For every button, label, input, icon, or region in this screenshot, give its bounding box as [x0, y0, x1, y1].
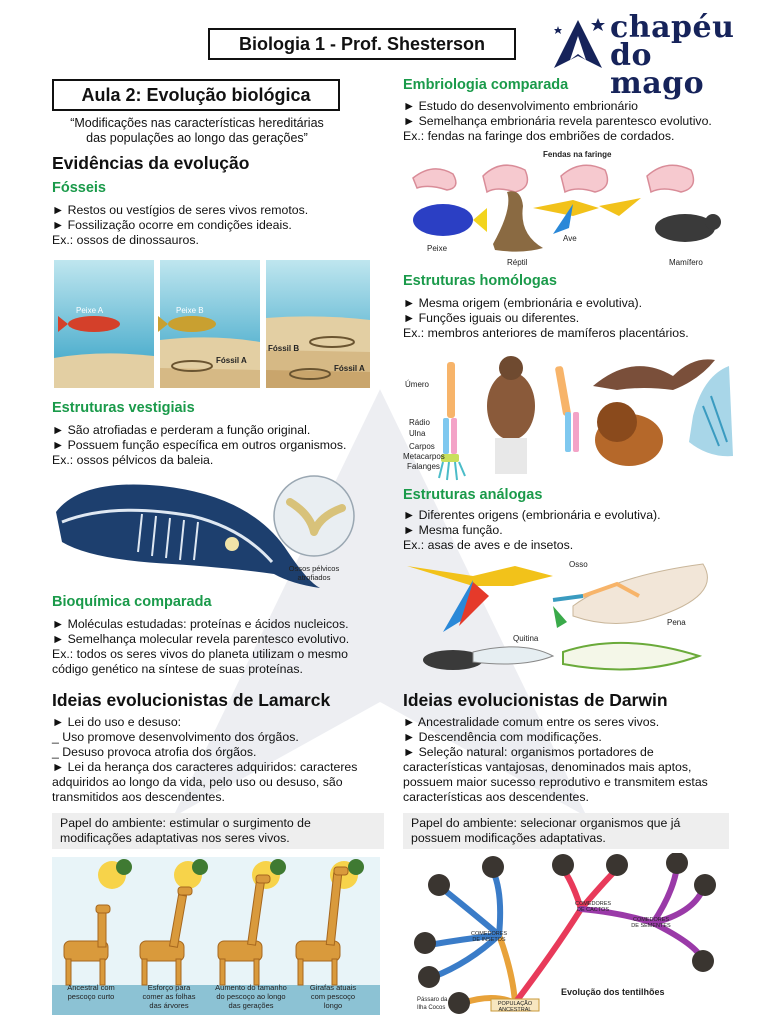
- text-line: ► Lei do uso e desuso:: [52, 715, 182, 729]
- homologous-illustration: [403, 346, 739, 482]
- text-line: ► Fossilização ocorre em condições ideais.: [52, 218, 292, 232]
- text-line: Ex.: membros anteriores de mamíferos placentários.: [403, 326, 689, 340]
- lesson-quote: [52, 116, 342, 146]
- darwin-text: [403, 715, 708, 805]
- logo-line-1: chapéu: [610, 10, 735, 45]
- lamarck-heading: Ideias evolucionistas de Lamarck: [52, 690, 331, 710]
- text-line: Ex.: ossos pélvicos da baleia.: [52, 453, 214, 467]
- giraffe-caption: [54, 983, 128, 1001]
- logo-line-2: do mago: [610, 38, 705, 101]
- fossil-label: Fóssil A: [216, 356, 247, 365]
- text-line: ► Mesma origem (embrionária e evolutiva).: [403, 296, 643, 310]
- bone-label: Falanges: [407, 462, 440, 471]
- text-line: Ex.: todos os seres vivos do planeta utilizam o mesmo: [52, 647, 348, 661]
- text-line: ► Ancestralidade comum entre os seres vivos.: [403, 715, 660, 729]
- text-line: modificações adaptativas nos seres vivos.: [60, 831, 290, 845]
- text-line: transmitidos aos descendentes.: [52, 790, 225, 804]
- quote-line: “Modificações nas características hereditárias: [70, 116, 324, 130]
- finch-group-label: COMEDORES DE INSETOS: [470, 931, 508, 943]
- text-line: ► São atrofiadas e perderam a função original.: [52, 423, 311, 437]
- page-title: Biologia 1 - Prof. Shesterson: [208, 28, 516, 60]
- finch-group-label: COMEDORES DE SEMENTES: [631, 917, 671, 929]
- bone-label: Ulna: [409, 429, 426, 438]
- giraffe-caption: [296, 983, 370, 1010]
- lesson-title: Aula 2: Evolução biológica: [52, 79, 340, 111]
- bone-label: Rádio: [409, 418, 430, 427]
- bone-label: Carpos: [409, 442, 435, 451]
- giraffe-caption: [208, 983, 294, 1010]
- logo: [548, 10, 748, 101]
- finch-island-label: Pássaro da: [417, 997, 448, 1003]
- text-line: ► Mesma função.: [403, 523, 503, 537]
- embryo-label: Ave: [563, 234, 577, 243]
- bone-label: Metacarpos: [403, 452, 445, 461]
- finch-ancestral-label: POPULAÇÃO ANCESTRAL: [497, 1001, 533, 1013]
- finch-island-label: Ilha Cocos: [417, 1005, 446, 1011]
- evidences-heading: Evidências da evolução: [52, 153, 250, 173]
- darwin-environment-role: [403, 813, 729, 849]
- caption-line: atrofiados: [297, 573, 331, 582]
- text-line: ► Estudo do desenvolvimento embrionário: [403, 99, 639, 113]
- text-line: características aos descendentes.: [403, 790, 589, 804]
- text-line: adquiridos ao longo da vida, pelo uso ou desuso, são: [52, 775, 343, 789]
- quote-line: das populações ao longo das gerações”: [86, 131, 308, 145]
- caption-line: Girafas atuais: [309, 983, 357, 992]
- giraffe-caption: [132, 983, 206, 1010]
- text-line: ► Diferentes origens (embrionária e evolutiva).: [403, 508, 661, 522]
- fossil-label: Fóssil A: [334, 364, 365, 373]
- caption-line: Ancestral com: [67, 983, 115, 992]
- fosseis-text: [52, 203, 308, 248]
- darwin-heading: Ideias evolucionistas de Darwin: [403, 690, 668, 710]
- lamarck-text: [52, 715, 357, 805]
- text-line: Papel do ambiente: selecionar organismos que já: [411, 816, 681, 830]
- embriologia-text: [403, 99, 712, 144]
- giraffes-illustration: [52, 857, 380, 1015]
- whale-illustration: [52, 472, 372, 594]
- fossil-label: Peixe B: [176, 306, 204, 315]
- caption-line: Esforço para: [147, 983, 191, 992]
- embryo-label: Peixe: [427, 244, 448, 253]
- bone-label: Úmero: [405, 380, 430, 389]
- caption-line: longo: [323, 1001, 343, 1010]
- text-line: ► Semelhança molecular revela parentesco evolutivo.: [52, 632, 350, 646]
- finch-group-label: COMEDORES DE CACTOS: [574, 901, 612, 913]
- text-line: _ Desuso provoca atrofia dos órgãos.: [52, 745, 257, 759]
- text-line: ► Restos ou vestígios de seres vivos remotos.: [52, 203, 309, 217]
- vestigiais-heading: Estruturas vestigiais: [52, 400, 195, 416]
- whale-caption: [278, 564, 350, 582]
- fossil-label: Fóssil B: [268, 344, 300, 353]
- text-line: ► Semelhança embrionária revela parentesco evolutivo.: [403, 114, 712, 128]
- embriologia-heading: Embriologia comparada: [403, 77, 569, 93]
- finch-tree-title: Evolução dos tentilhões: [561, 987, 665, 997]
- caption-line: do pescoço ao longo: [216, 992, 286, 1001]
- text-line: _ Uso promove desenvolvimento dos órgãos.: [52, 730, 299, 744]
- analogas-heading: Estruturas análogas: [403, 487, 543, 503]
- embryo-label: Réptil: [507, 258, 528, 267]
- text-line: código genético na síntese de suas proteínas.: [52, 662, 303, 676]
- text-line: ► Lei da herança dos caracteres adquiridos: caracteres: [52, 760, 358, 774]
- text-line: características vantajosas, denominados mais aptos,: [403, 760, 692, 774]
- text-line: Ex.: asas de aves e de insetos.: [403, 538, 574, 552]
- finch-tree-illustration: [403, 853, 739, 1018]
- bioquimica-text: [52, 617, 349, 677]
- caption-line: das árvores: [149, 1001, 189, 1010]
- caption-line: com pescoço: [310, 992, 356, 1001]
- homologas-heading: Estruturas homólogas: [403, 273, 557, 289]
- text-line: possuem maior sucesso reprodutivo e transmitem estas: [403, 775, 708, 789]
- text-line: ► Possuem função específica em outros organismos.: [52, 438, 347, 452]
- text-line: Ex.: ossos de dinossauros.: [52, 233, 199, 247]
- text-line: ► Descendência com modificações.: [403, 730, 602, 744]
- lamarck-environment-role: [52, 813, 384, 849]
- caption-line: das gerações: [228, 1001, 274, 1010]
- text-line: ► Funções iguais ou diferentes.: [403, 311, 580, 325]
- analogous-illustration: [403, 556, 739, 682]
- text-line: possuem modificações adaptativas.: [411, 831, 606, 845]
- caption-line: Ossos pélvicos: [288, 564, 340, 573]
- text-line: ► Seleção natural: organismos portadores de: [403, 745, 654, 759]
- text-line: Papel do ambiente: estimular o surgimento de: [60, 816, 311, 830]
- caption-line: Aumento do tamanho: [215, 983, 287, 992]
- bioquimica-heading: Bioquímica comparada: [52, 594, 212, 610]
- embryo-image-title: Fendas na faringe: [543, 150, 612, 159]
- text-line: Ex.: fendas na faringe dos embriões de cordados.: [403, 129, 675, 143]
- caption-line: pescoço curto: [67, 992, 115, 1001]
- fosseis-heading: Fósseis: [52, 180, 106, 196]
- homologas-text: [403, 296, 689, 341]
- embryo-illustration: [403, 148, 739, 268]
- text-line: ► Moléculas estudadas: proteínas e ácidos nucleicos.: [52, 617, 349, 631]
- fossil-label: Peixe A: [76, 306, 104, 315]
- caption-line: comer as folhas: [142, 992, 196, 1001]
- vestigiais-text: [52, 423, 346, 468]
- fossil-illustration: [52, 258, 372, 390]
- wizard-hat-icon: [548, 14, 608, 74]
- embryo-label: Mamífero: [669, 258, 703, 267]
- analogas-text: [403, 508, 661, 553]
- analogous-label: Quitina: [513, 634, 539, 643]
- analogous-label: Pena: [667, 618, 686, 627]
- analogous-label: Osso: [569, 560, 588, 569]
